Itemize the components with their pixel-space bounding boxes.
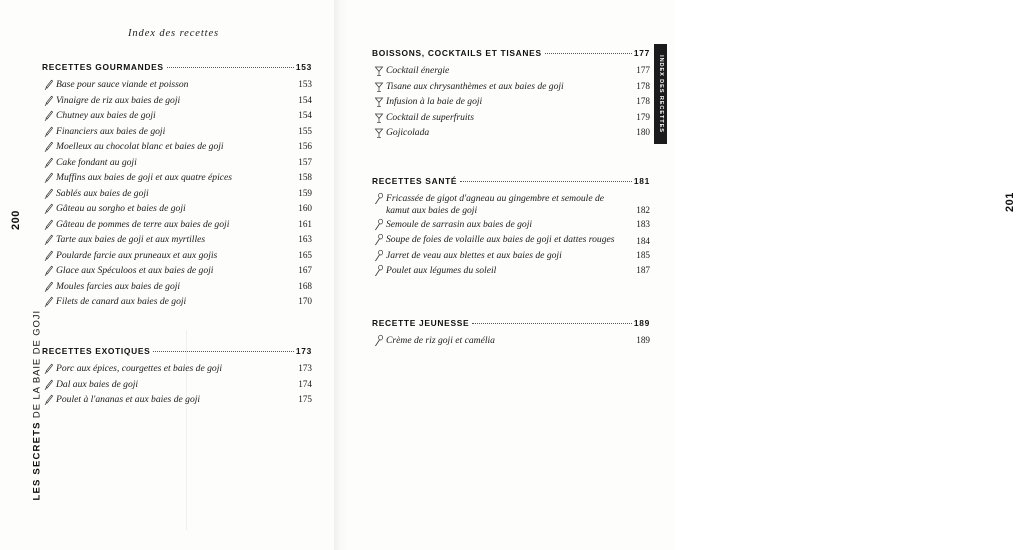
- entry-page: 182: [636, 204, 650, 215]
- section-title: RECETTE JEUNESSE: [372, 318, 470, 328]
- entry-page: 156: [298, 141, 312, 151]
- section-heading: [42, 346, 312, 356]
- index-entry[interactable]: [42, 110, 312, 123]
- index-entry[interactable]: [42, 126, 312, 139]
- entry-page: 178: [636, 80, 650, 91]
- section-heading: [372, 318, 650, 328]
- section-page-number: 153: [295, 62, 312, 72]
- entry-title: Fricassée de gigot d'agneau au gingembre et semoule de kamut aux baies de goji: [386, 193, 605, 216]
- entry-page: 180: [636, 127, 650, 137]
- knife-icon: [42, 110, 56, 122]
- entry-page: 183: [636, 218, 650, 229]
- cocktail-glass-icon: [372, 112, 386, 124]
- section-title: RECETTES GOURMANDES: [42, 62, 164, 72]
- knife-icon: [42, 296, 56, 308]
- spine-title: [32, 311, 43, 501]
- cocktail-glass-icon: [372, 81, 386, 93]
- knife-icon: [42, 95, 56, 107]
- entry-page: 165: [298, 249, 312, 260]
- entry-list: [372, 193, 650, 278]
- section-title: RECETTES SANTÉ: [372, 176, 458, 186]
- section-recettes-sante: [372, 176, 650, 281]
- section-recette-jeunesse: [372, 318, 650, 351]
- section-page-number: 181: [633, 176, 650, 186]
- entry-page: 154: [298, 110, 312, 120]
- knife-icon: [42, 188, 56, 200]
- knife-icon: [42, 172, 56, 184]
- index-entry[interactable]: [42, 296, 312, 309]
- entry-title: Cocktail de superfruits: [386, 111, 474, 123]
- index-entry[interactable]: [372, 234, 650, 247]
- index-entry[interactable]: [42, 363, 312, 376]
- entry-list: [42, 79, 312, 309]
- entry-title: Poulet à l'ananas et aux baies de goji: [56, 394, 201, 405]
- index-entry[interactable]: [372, 127, 650, 140]
- index-entry[interactable]: [42, 234, 312, 247]
- running-head: Index des recettes: [128, 28, 220, 39]
- index-entry[interactable]: [372, 81, 650, 94]
- entry-title: Jarret de veau aux blettes et aux baies de goji: [386, 249, 562, 261]
- index-entry[interactable]: [42, 250, 312, 263]
- entry-title: Moules farcies aux baies de goji: [56, 280, 181, 292]
- index-entry[interactable]: [372, 335, 650, 348]
- entry-page: 175: [298, 394, 312, 404]
- entry-list: [372, 335, 650, 348]
- entry-page: 170: [298, 296, 312, 306]
- entry-title: Moelleux au chocolat blanc et baies de goji: [56, 141, 224, 152]
- entry-title: Gojicolada: [386, 127, 430, 138]
- entry-page: 157: [298, 156, 312, 167]
- edge-tab-index[interactable]: [654, 44, 667, 144]
- cocktail-glass-icon: [372, 96, 386, 108]
- entry-page: 168: [298, 280, 312, 291]
- index-entry[interactable]: [42, 281, 312, 294]
- cocktail-glass-icon: [372, 65, 386, 77]
- section-recettes-gourmandes: [42, 62, 312, 312]
- entry-page: 179: [636, 111, 650, 122]
- left-page: [0, 0, 338, 550]
- spoon-icon: [372, 234, 386, 247]
- entry-title: Gâteau de pommes de terre aux baies de goji: [56, 218, 230, 230]
- edge-tab-label: INDEX DES RECETTES: [657, 55, 664, 133]
- knife-icon: [42, 265, 56, 277]
- spoon-icon: [372, 335, 386, 348]
- knife-icon: [42, 363, 56, 375]
- entry-title: Soupe de foies de volaille aux baies de goji et dattes rouges: [386, 234, 615, 246]
- entry-title: Cocktail énergie: [386, 65, 450, 76]
- index-entry[interactable]: [42, 265, 312, 278]
- leader-dots: [167, 66, 294, 68]
- entry-title: Chutney aux baies de goji: [56, 110, 156, 121]
- entry-title: Poularde farcie aux pruneaux et aux gojis: [56, 249, 218, 261]
- entry-title: Cake fondant au goji: [56, 156, 137, 168]
- entry-page: 160: [298, 203, 312, 213]
- spoon-icon: [372, 219, 386, 232]
- section-heading: [42, 62, 312, 72]
- leader-dots: [472, 322, 632, 324]
- index-entry[interactable]: [42, 79, 312, 92]
- entry-title: Muffins aux baies de goji et aux quatre épices: [56, 172, 233, 183]
- entry-page: 177: [636, 65, 650, 75]
- entry-title: Infusion à la baie de goji: [386, 96, 483, 107]
- cocktail-glass-icon: [372, 127, 386, 139]
- index-entry[interactable]: [42, 95, 312, 108]
- leader-dots: [153, 350, 293, 352]
- index-entry[interactable]: [42, 188, 312, 201]
- knife-icon: [42, 379, 56, 391]
- entry-title: Tarte aux baies de goji et aux myrtilles: [56, 234, 206, 245]
- section-recettes-exotiques: [42, 346, 312, 410]
- entry-title: Tisane aux chrysanthèmes et aux baies de goji: [386, 80, 564, 92]
- section-heading: [372, 176, 650, 186]
- spoon-icon: [372, 250, 386, 263]
- spoon-icon: [372, 265, 386, 278]
- knife-icon: [42, 141, 56, 153]
- entry-title: Gâteau au sorgho et baies de goji: [56, 203, 186, 214]
- knife-icon: [42, 250, 56, 262]
- entry-page: 184: [636, 235, 650, 246]
- section-heading: [372, 48, 650, 58]
- entry-page: 163: [298, 234, 312, 244]
- entry-list: [42, 363, 312, 407]
- entry-page: 161: [298, 218, 312, 229]
- entry-title: Semoule de sarrasin aux baies de goji: [386, 218, 533, 230]
- page-number-left: 200: [10, 210, 22, 230]
- entry-title: Crème de riz goji et camélia: [386, 335, 495, 346]
- index-entry[interactable]: [372, 112, 650, 125]
- knife-icon: [42, 394, 56, 406]
- spoon-icon: [372, 193, 386, 206]
- entry-title: Financiers aux baies de goji: [56, 125, 166, 137]
- entry-page: 167: [298, 265, 312, 275]
- entry-title: Glace aux Spéculoos et aux baies de goji: [56, 265, 214, 276]
- index-entry[interactable]: [372, 193, 650, 216]
- entry-page: 189: [636, 335, 650, 345]
- entry-page: 178: [636, 96, 650, 106]
- entry-title: Filets de canard aux baies de goji: [56, 296, 187, 307]
- entry-page: 158: [298, 172, 312, 182]
- index-entry[interactable]: [42, 203, 312, 216]
- index-entry[interactable]: [372, 96, 650, 109]
- entry-page: 185: [636, 249, 650, 260]
- section-page-number: 173: [295, 346, 312, 356]
- entry-title: Base pour sauce viande et poisson: [56, 79, 189, 90]
- section-boissons-cocktails-tisanes: [372, 48, 650, 143]
- entry-page: 154: [298, 94, 312, 105]
- leader-dots: [460, 180, 632, 182]
- entry-title: Dal aux baies de goji: [56, 378, 139, 390]
- index-entry[interactable]: [372, 265, 650, 278]
- index-entry[interactable]: [372, 250, 650, 263]
- section-page-number: 177: [633, 48, 650, 58]
- entry-title: Vinaigre de riz aux baies de goji: [56, 94, 181, 106]
- index-entry[interactable]: [372, 219, 650, 232]
- knife-icon: [42, 126, 56, 138]
- entry-page: 187: [636, 265, 650, 276]
- knife-icon: [42, 234, 56, 246]
- section-page-number: 189: [633, 318, 650, 328]
- index-entry[interactable]: [42, 379, 312, 392]
- index-entry[interactable]: [42, 141, 312, 154]
- section-title: BOISSONS, COCKTAILS ET TISANES: [372, 48, 542, 58]
- entry-page: 174: [298, 378, 312, 389]
- entry-title: Poulet aux légumes du soleil: [386, 265, 497, 277]
- page-number-right: 201: [1004, 192, 1016, 212]
- entry-list: [372, 65, 650, 140]
- knife-icon: [42, 203, 56, 215]
- index-entry[interactable]: [42, 172, 312, 185]
- knife-icon: [42, 219, 56, 231]
- entry-title: Porc aux épices, courgettes et baies de goji: [56, 363, 223, 374]
- leader-dots: [545, 52, 632, 54]
- entry-title: Sablés aux baies de goji: [56, 187, 149, 199]
- entry-page: 155: [298, 125, 312, 136]
- knife-icon: [42, 281, 56, 293]
- knife-icon: [42, 79, 56, 91]
- index-entry[interactable]: [372, 65, 650, 78]
- section-title: RECETTES EXOTIQUES: [42, 346, 151, 356]
- index-entry[interactable]: [42, 157, 312, 170]
- right-page: [340, 0, 1016, 550]
- entry-page: 159: [298, 187, 312, 198]
- spine-title-strong: LES SECRETS: [31, 421, 43, 501]
- index-entry[interactable]: [42, 394, 312, 407]
- entry-page: 153: [298, 79, 312, 89]
- spine-title-thin: DE LA BAIE DE GOJI: [31, 309, 43, 419]
- entry-page: 173: [298, 363, 312, 373]
- index-entry[interactable]: [42, 219, 312, 232]
- knife-icon: [42, 157, 56, 169]
